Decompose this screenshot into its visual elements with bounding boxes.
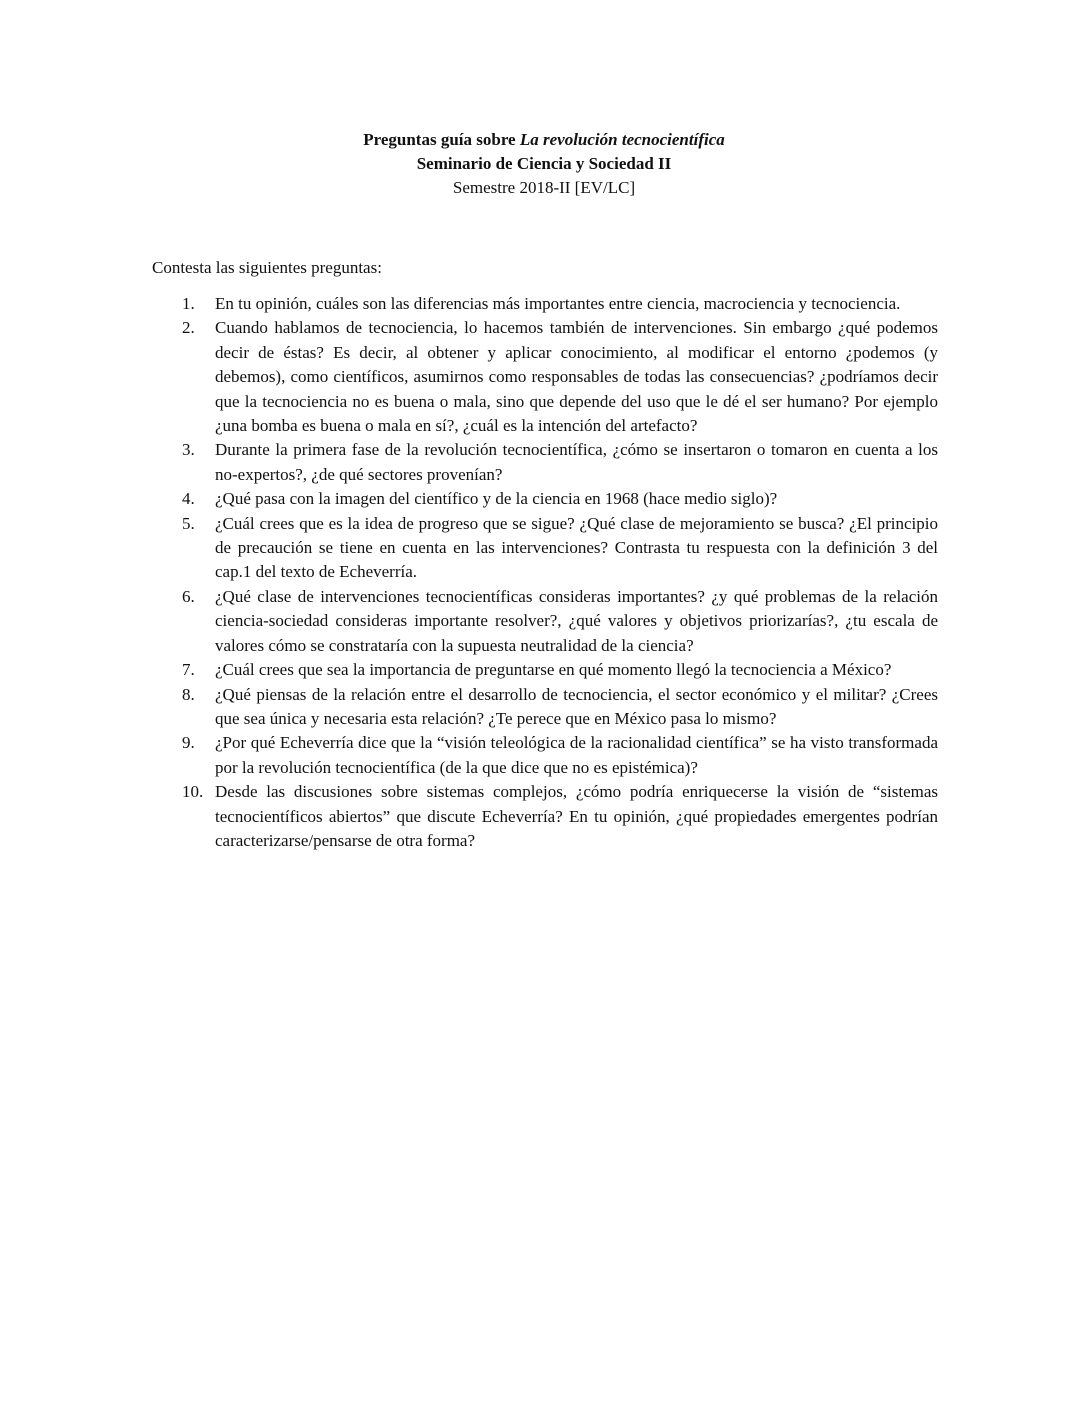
question-text: ¿Qué piensas de la relación entre el desarrollo de tecnociencia, el sector económico y el militar? ¿Crees que sea única y necesaria esta relación? ¿Te perece que en México pasa lo mismo? [215,684,938,728]
title-prefix: Preguntas guía sobre [363,130,516,149]
question-number: 5. [182,513,195,533]
question-item [152,512,938,585]
question-text: Durante la primera fase de la revolución tecnocientífica, ¿cómo se insertaron o tomaron en cuenta a los no-expertos?, ¿de qué sectores provenían? [215,440,938,484]
question-text: ¿Por qué Echeverría dice que la “visión teleológica de la racionalidad científica” se ha visto transformada por la revolución tecnocientífica (de la que dice que no es epistémica)? [215,733,938,777]
question-text: ¿Qué pasa con la imagen del científico y de la ciencia en 1968 (hace medio siglo)? [215,489,778,509]
question-item [152,731,938,780]
document-subtitle: Seminario de Ciencia y Sociedad II [416,154,672,173]
question-item [152,316,938,438]
question-item [152,683,938,732]
title-book: La revolución tecnocientífica [519,130,725,149]
question-item [152,292,938,316]
document-header [0,128,1088,200]
document-title [0,128,1088,152]
question-item [152,438,938,487]
question-number: 9. [182,733,195,753]
question-number: 4. [182,489,195,509]
question-text: Desde las discusiones sobre sistemas complejos, ¿cómo podría enriquecerse la visión de “sistemas tecnocientíficos abiertos” que discute Echeverría? En tu opinión, ¿qué propiedades emergentes podrían caracterizarse/pensarse de otra forma? [215,782,938,850]
question-number: 3. [182,440,195,460]
question-list [152,292,938,853]
question-item [152,487,938,511]
question-item [152,658,938,682]
question-number: 7. [182,660,195,680]
question-number: 2. [182,318,195,338]
question-number: 6. [182,586,195,606]
question-number: 10. [182,782,204,802]
question-text: En tu opinión, cuáles son las diferencias más importantes entre ciencia, macrociencia y tecnociencia. [215,294,901,313]
question-item [152,585,938,658]
document-semester: Semestre 2018-II [EV/LC] [452,178,636,197]
question-text: ¿Cuál crees que sea la importancia de preguntarse en qué momento llegó la tecnociencia a México? [215,660,892,680]
question-text: Cuando hablamos de tecnociencia, lo hacemos también de intervenciones. Sin embargo ¿qué podemos decir de éstas? Es decir, al obtener y aplicar conocimiento, al modificar el entorno ¿podemos (y debemos), como científicos, asumirnos como responsables de todas las consecuencias? ¿podríamos decir que la tecnociencia no es buena o mala, sino que depende del uso que le dé el ser humano? Por ejemplo ¿una bomba es buena o mala en sí?, ¿cuál es la intención del artefacto? [215,318,938,436]
question-item [152,780,938,853]
question-text: ¿Cuál crees que es la idea de progreso que se sigue? ¿Qué clase de mejoramiento se busca? ¿El principio de precaución se tiene en cuenta en las intervenciones? Contrasta tu respuesta con la definición 3 del cap.1 del texto de Echeverría. [215,513,938,582]
question-number: 1. [182,294,195,313]
intro-text: Contesta las siguientes preguntas: [152,258,382,277]
question-number: 8. [182,684,195,704]
question-text: ¿Qué clase de intervenciones tecnocientíficas consideras importantes? ¿y qué problemas de la relación ciencia-sociedad consideras importante resolver?, ¿qué valores y objetivos priorizarías?, ¿tu escala de valores cómo se constrataría con la supuesta neutralidad de la ciencia? [215,586,938,655]
